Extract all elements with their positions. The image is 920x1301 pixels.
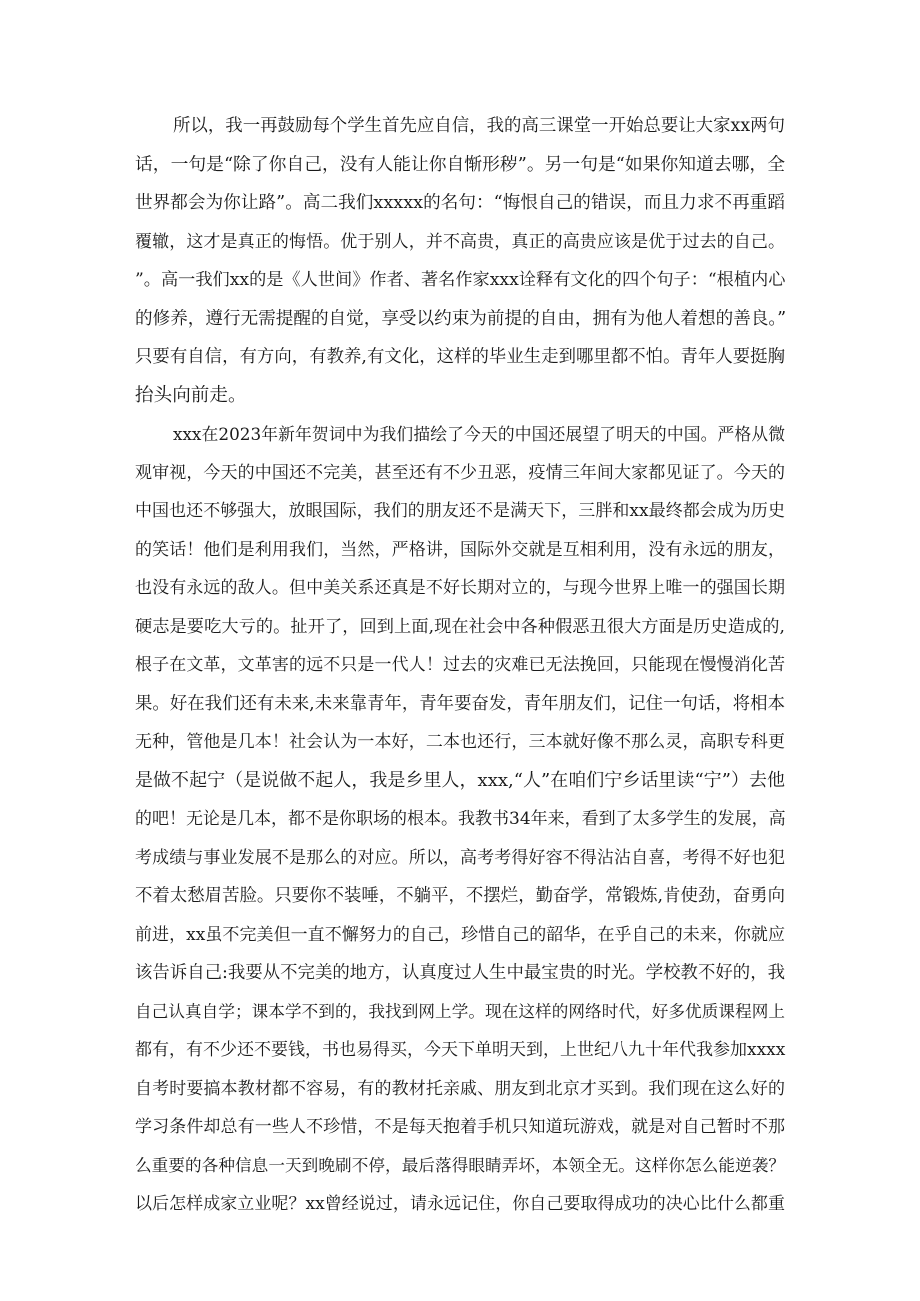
paragraph-2-line-14: 前进，xx虽不完美但一直不懈努力的自己，珍惜自己的韶华，在乎自己的未来，你就应 <box>135 924 785 945</box>
paragraph-2-line-17: 都有，有不少还不要钱，书也易得买，今天下单明天到，上世纪八九十年代我参加xxxx <box>135 1040 786 1060</box>
paragraph-2-line-13: 不着太愁眉苦脸。只要你不装唾，不躺平，不摆烂，勤奋学，常锻炼,肯使劲，奋勇向 <box>135 886 785 906</box>
paragraph-2-line-6: 硬志是要吃大亏的。扯开了，回到上面,现在社会中各种假恶丑很大方面是历史造成的, <box>135 616 785 637</box>
paragraph-2-line-15: 该告诉自己:我要从不完美的地方，认真度过人生中最宝贵的时光。学校教不好的，我 <box>135 963 785 983</box>
paragraph-2-line-4: 的笑话！他们是利用我们，当然，严格讲，国际外交就是互相利用，没有永远的朋友， <box>135 539 785 560</box>
paragraph-2-line-2: 观审视，今天的中国还不完美，甚至还有不少丑恶，疫情三年间大家都见证了。今天的 <box>135 462 785 483</box>
paragraph-1-line-7: 只要有自信，有方向，有教养,有文化，这样的毕业生走到哪里都不怕。青年人要挺胸 <box>135 347 785 367</box>
paragraph-1-line-4: 覆辙，这才是真正的悔悟。优于别人，并不高贵，真正的高贵应该是优于过去的自己。 <box>135 231 785 252</box>
paragraph-2-line-9: 无种，管他是几本！社会认为一本好，二本也还行，三本就好像不那么灵，高职专科更 <box>135 732 785 752</box>
paragraph-2-line-1: xxx在2023年新年贺词中为我们描绘了今天的中国还展望了明天的中国。严格从微 <box>173 424 785 444</box>
paragraph-1-line-3: 世界都会为你让路”。高二我们xxxxx的名句：“悔恨自己的错误，而且力求不再重蹈 <box>135 193 785 213</box>
paragraph-1-line-8: 抬头向前走。 <box>135 384 247 406</box>
paragraph-2-line-7: 根子在文革，文革害的远不只是一代人！过去的灾难已无法挽回，只能现在慢慢消化苦 <box>135 655 785 675</box>
paragraph-2-line-20: 么重要的各种信息一天到晚刷不停，最后落得眼睛弄坏，本领全无。这样你怎么能逆袭？ <box>135 1155 785 1175</box>
paragraph-1-line-6: 的修养，遵行无需提醒的自觉，享受以约束为前提的自由，拥有为他人着想的善良。” <box>135 308 787 329</box>
paragraph-2-line-18: 自考时要搞本教材都不容易，有的教材托亲戚、朋友到北京才买到。我们现在这么好的 <box>135 1078 785 1099</box>
paragraph-2-line-12: 考成绩与事业发展不是那么的对应。所以，高考考得好容不得沾沾自喜，考得不好也犯 <box>135 847 785 868</box>
paragraph-2-line-5: 也没有永远的敌人。但中美关系还真是不好长期对立的，与现今世界上唯一的强国长期 <box>135 578 785 598</box>
paragraph-1-line-1: 所以，我一再鼓励每个学生首先应自信，我的高三课堂一开始总要让大家xx两句 <box>173 116 785 136</box>
paragraph-2-line-3: 中国也还不够强大，放眼国际，我们的朋友还不是满天下，三胖和xx最终都会成为历史 <box>135 501 785 521</box>
paragraph-2-line-21: 以后怎样成家立业呢？xx曾经说过，请永远记住，你自己要取得成功的决心比什么都重 <box>135 1194 785 1214</box>
paragraph-2-line-8: 果。好在我们还有未来,未来靠青年，青年要奋发，青年朋友们，记住一句话，将相本 <box>135 693 785 714</box>
paragraph-2-line-11: 的吧！无论是几本，都不是你职场的根本。我教书34年来，看到了太多学生的发展，高 <box>135 809 786 829</box>
paragraph-2-line-10: 是做不起宁（是说做不起人，我是乡里人，xxx,“人”在咱们宁乡话里读“宁”）去他 <box>135 769 785 791</box>
paragraph-1-line-5: ”。高一我们xx的是《人世间》作者、著名作家xxx诠释有文化的四个句子：“根植内心 <box>135 270 786 290</box>
paragraph-1-line-2: 话，一句是“除了你自己，没有人能让你自惭形秽”。另一句是“如果你知道去哪，全 <box>135 153 785 175</box>
paragraph-2-line-16: 自己认真自学；课本学不到的，我找到网上学。现在这样的网络时代，好多优质课程网上 <box>135 1001 785 1021</box>
paragraph-2-line-19: 学习条件却总有一些人不珍惜，不是每天抱着手机只知道玩游戏，就是对自己暂时不那 <box>135 1117 785 1137</box>
